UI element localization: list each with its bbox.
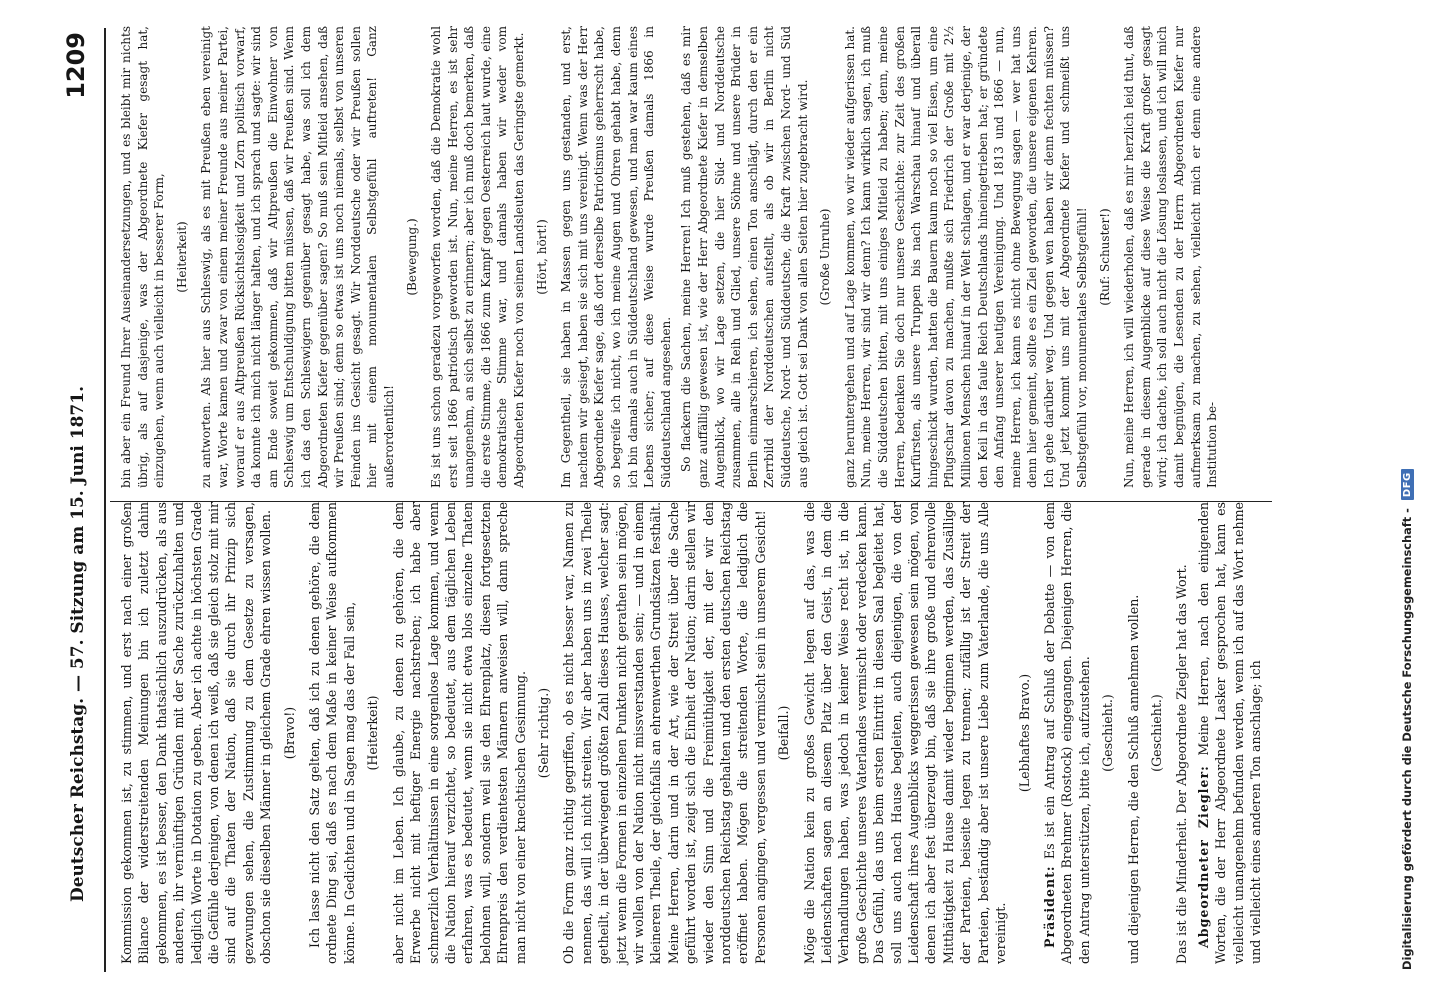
- text-paragraph: Nun, meine Herren, ich will wiederholen, daß es mir herzlich leid thut, daß gerade in diesem Augenblicke auf diese Weise die Kraft großer gesagt wird; ich dachte, ich soll auch nicht die Lösung loslassen, und ich will mich damit begnügen, die Lesenden zu der Herrn Abgeordneten Kiefer nur aufmerksam zu machen, zu sehen, vielleicht mich er denn eine andere Institution be-: [1122, 26, 1220, 488]
- page-number: 1209: [62, 32, 90, 99]
- speech-text: Es ist ein Antrag auf Schluß der Debatte — von dem Abgeordneten Brehmer (Rostock) eingegangen. Diejenigen Herren, die den Antrag unterstützen, bitte ich, aufzustehen.: [1041, 502, 1092, 964]
- stage-direction: (Große Unruhe): [818, 208, 833, 306]
- right-column: [118, 26, 1225, 488]
- digitization-credit: [1396, 0, 1418, 970]
- text-paragraph: zu antworten. Als hier aus Schleswig, als es mit Preußen eben vereinigt war, Worte kamen und zwar von einem meiner Freunde aus meiner Partei, worauf er aus Altpreußen Rücksichtslosigkeit und Zorn politisch vorwarf, da konnte ich mich nicht länger halten, und ich sprach und sagte: wir sind am Ende soweit gekommen, daß wir Altpreußen die Einwohner von Schleswig um Entschuldigung bitten müssen, daß wir Preußen sind. Wenn ich das den Schleswigern gegenüber gesagt habe, was soll ich dem Abgeordneten Kiefer gegenüber sagen? So muß sein Mitleid ansehen, daß wir Preußen sind; denn so etwas ist uns noch niemals, selbst von unseren Feinden ins Gesicht gesagt. Wir Norddeutsche oder wir Preußen sollen hier mit einem monumentalen Selbstgefühl auftreten! Ganz außerordentlich!: [199, 26, 396, 488]
- text-paragraph: Kommission gekommen ist, zu stimmen, und erst nach einer großen Bilance der widerstreitenden Meinungen bin ich zuletzt dahin gekommen, es ist besser, den Dank thatsächlich auszudrücken, als aus anderen, ihr vernünftigen Gründen mit der Sache zurückzuhalten und lediglich Worte in Dotation zu geben. Aber ich achte in höchsten Grade die Gefühle derjenigen, von denen ich weiß, daß sie gleich stolz mit mir sind auf die Thaten der Nation, daß sie durch ihr Prinzip sich gezwungen sehen, die Zustimmung zu dem Gesetze zu versagen, obschon sie dieselben Männer in gleichem Grade ehren wissen wollen.: [119, 502, 274, 964]
- header-rule: [104, 28, 106, 972]
- text-paragraph: So flackern die Sachen, meine Herren! Ich muß gestehen, daß es mir ganz auffällig gewesen ist, wie der Herr Abgeordnete Kiefer in demselben Augenblick, wo wir Lage setzen, die hier Süd- und Norddeutsche zusammen, alle in Reih und Glied, unsere Söhne und unsere Brüder in Berlin einmarschieren, ich sehen, einen Ton anschlägt, durch den er ein Zerrbild der Norddeutschen aufstellt, als ob wir in Berlin nicht Süddeutsche, Nord- und Süddeutsche, die Kraft zwischen Nord- und Süd aus gleich ist. Gott sei Dank von allen Seiten hier zugebracht wird.: [679, 26, 810, 488]
- speech-paragraph: [1195, 502, 1265, 964]
- stage-direction: (Bewegung.): [404, 218, 419, 296]
- dfg-logo: DFG: [1401, 469, 1414, 500]
- stage-direction: (Hört, hört!): [534, 219, 549, 295]
- text-paragraph: ganz heruntergehen und auf Lage kommen, wo wir wieder aufgerissen hat. Nun, meine Herren, wir sind wir denn? Ich kann wirklich sagen, ich muß die Süddeutschen bitten, mit uns einiges Mitleid zu haben; denn, meine Herren, bedenken Sie doch nur unsere Geschichte: zur Zeit des großen Kurfürsten, als unsere Truppen bis nach Warschau hinauf und überall hingeschickt wurden, hatten die Bauern kaum noch so viel Eisen, um eine Pflugschar davon zu machen, mußte sich Friedrich der Große mit 2½ Millionen Menschen hinauf in der Welt schlagen, und er war derjenige, der den Keil in das faule Reich Deutschlands hineingetrieben hat; er gründete den Anfang unserer heutigen Vereinigung. Und 1813 und 1866 — nun, meine Herren, ich kann es nicht ohne Bewegung sagen — wer hat uns denn hier gemeint, sollte es ein Ziel geworden, die unsere eigenen Kehren. Ich gehe darüber weg. Und gegen wen haben wir denn fechten müssen? Und jetzt kommt uns mit der Abgeordnete Kiefer und schmeißt uns Selbstgefühl vor, monumentales Selbstgefühl!: [842, 26, 1090, 488]
- text-paragraph: und diejenigen Herren, die den Schluß annehmen wollen.: [1125, 594, 1141, 964]
- text-paragraph: Ob die Form ganz richtig gegriffen, ob es nicht besser war, Namen zu nennen, das will ich nicht streiten. Wir aber haben uns in zwei Theile getheilt, in der überwiegend größten Zahl dieses Hauses, welcher sagt: jetzt wenn die Formen in einzelnen Punkten nicht gerathen sein mögen, wir wollen von der Nation nicht missverstanden sein; — und in einem kleineren Theile, der gleichfalls an ehrenwerthen Grundsätzen festhält. Meine Herren, darin und in der Art, wie der Streit über die Sache geführt worden ist, zeigt sich die Einheit der Nation; darin stellen wir wieder den Sinn und die Freimüthigkeit der, mit der wir den norddeutschen Reichstag gehalten und den ersten deutschen Reichstag eröffnet haben. Mögen die streitenden Worte, die lediglich die Personen angingen, vergessen und vermischt sein in unserem Gesicht!: [561, 502, 768, 964]
- text-paragraph: Es ist uns schon geradezu vorgeworfen worden, daß die Demokratie wohl erst seit 1866 patriotisch geworden ist. Nun, meine Herren, es ist sehr unangenehm, an sich selbst zu erinnern; aber ich muß doch bemerken, daß die erste Stimme, die 1866 zum Kampf gegen Oesterreich laut wurde, eine demokratische Stimme war, und damals haben wir weder vom Abgeordneten Kiefer noch von seinen Landsleuten das Geringste gemerkt.: [429, 26, 527, 488]
- text-paragraph: aber nicht im Leben. Ich glaube, zu denen zu gehören, die dem Erwerbe nicht mit heftiger Energie nachstreben; ich habe aber schmerzlich Verhältnissen in eine sorgenlose Lage kommen, und wenn die Nation hierauf verzichtet, so bedeutet, aus dem täglichen Leben erfahren, was es bedeutet, wenn sie nicht etwa blos einzelne Thaten belohnen will, sondern weil sie den Ehrenplatz, diesen fortgesetzten Ehrenpreis den verdientesten Männern anweisen will, dann spreche man nicht von einer knechtischen Gesinnung.: [390, 502, 528, 964]
- speech-paragraph: [1041, 502, 1093, 964]
- page-header: [60, 28, 106, 972]
- text-paragraph: Das ist die Minderheit. Der Abgeordnete Ziegler hat das Wort.: [1174, 564, 1190, 964]
- text-paragraph: Im Gegentheil, sie haben in Massen gegen uns gestanden, und erst, nachdem wir gesiegt, haben sie sich mit uns vereinigt. Wenn was der Herr Abgeordnete Kiefer sage, daß dort derselbe Patriotismus geherrscht habe, so begreife ich nicht, wo ich meine Augen und Ohren gehabt habe, denn ich bin damals auch in Süddeutschland gewesen, und man war kaum eines Lebens sicher; auf diese Weise wurde Preußen damals 1866 in Süddeutschland angesehen.: [559, 26, 673, 488]
- speaker-name: Abgeordneter Ziegler:: [1195, 765, 1211, 948]
- stage-direction: (Geschieht.): [1100, 694, 1116, 772]
- stage-direction: (Lebhaftes Bravo.): [1016, 673, 1032, 793]
- stage-direction: (Sehr richtig.): [535, 687, 551, 779]
- stage-direction: (Heiterkeit): [365, 695, 381, 771]
- speaker-name: Präsident:: [1041, 865, 1057, 948]
- speech-text: Meine Herren, nach den einigenden Worten, die der Herr Abgeordnete Lasker gesprochen hat, kann es vielleicht unangenehm befunden werden, wenn ich auf das Wort nehme und vielleicht eines anderen Ton anschlage; ich: [1195, 502, 1263, 964]
- credit-text: Digitalisierung gefördert durch die Deutsche Forschungsgemeinschaft -: [1400, 508, 1414, 970]
- stage-direction: (Heiterkeit): [174, 221, 189, 293]
- text-paragraph: Möge die Nation kein zu großes Gewicht legen auf das, was die Leidenschaften sagen an diesem Platz über den Geist, in dem die Verhandlungen haben, was jedoch in keiner Weise recht ist, in die große Geschichte unseres Vaterlandes vermischt oder verdecken kann. Das Gefühl, das uns beim ersten Eintritt in diesen Saal begleitet hat, soll uns auch nach Hause begleiten, auch diejenigen, die von der Leidenschaft ihres Augenblicks weggerissen gewesen sein mögen, von denen ich aber fest überzeugt bin, daß sie ihre große und ehrenvolle Mitthätigkeit zu Hause damit wieder beginnen werden, das Zusällige der Parteien, beiseite legen zu trennen; zufällig ist der Streit der Parteien, beständig aber ist unsere Liebe zum Vaterlande, die uns Alle vereinigt.: [801, 502, 1009, 964]
- stage-direction: (Bravo!): [281, 706, 297, 760]
- running-title: Deutscher Reichstag. — 57. Sitzung am 15. Juni 1871.: [68, 386, 88, 902]
- left-column: [118, 502, 1268, 964]
- text-paragraph: bin aber ein Freund Ihrer Auseinandersetzungen, und es bleibt mir nichts übrig, als auf dasjenige, was der Abgeordnete Kiefer gesagt hat, einzugehen, wenn auch vielleicht in besserer Form,: [119, 26, 167, 488]
- stage-direction: (Ruf: Schuster!): [1097, 208, 1112, 306]
- stage-direction: (Beifall.): [776, 705, 792, 761]
- text-paragraph: Ich lasse nicht den Satz gelten, daß ich zu denen gehöre, die dem ordnete Ding sei, daß es nach dem Maße in keiner Weise aufkommen könne. In Gedichten und in Sagen mag das der Fall sein,: [307, 502, 357, 964]
- stage-direction: (Geschieht.): [1148, 694, 1164, 772]
